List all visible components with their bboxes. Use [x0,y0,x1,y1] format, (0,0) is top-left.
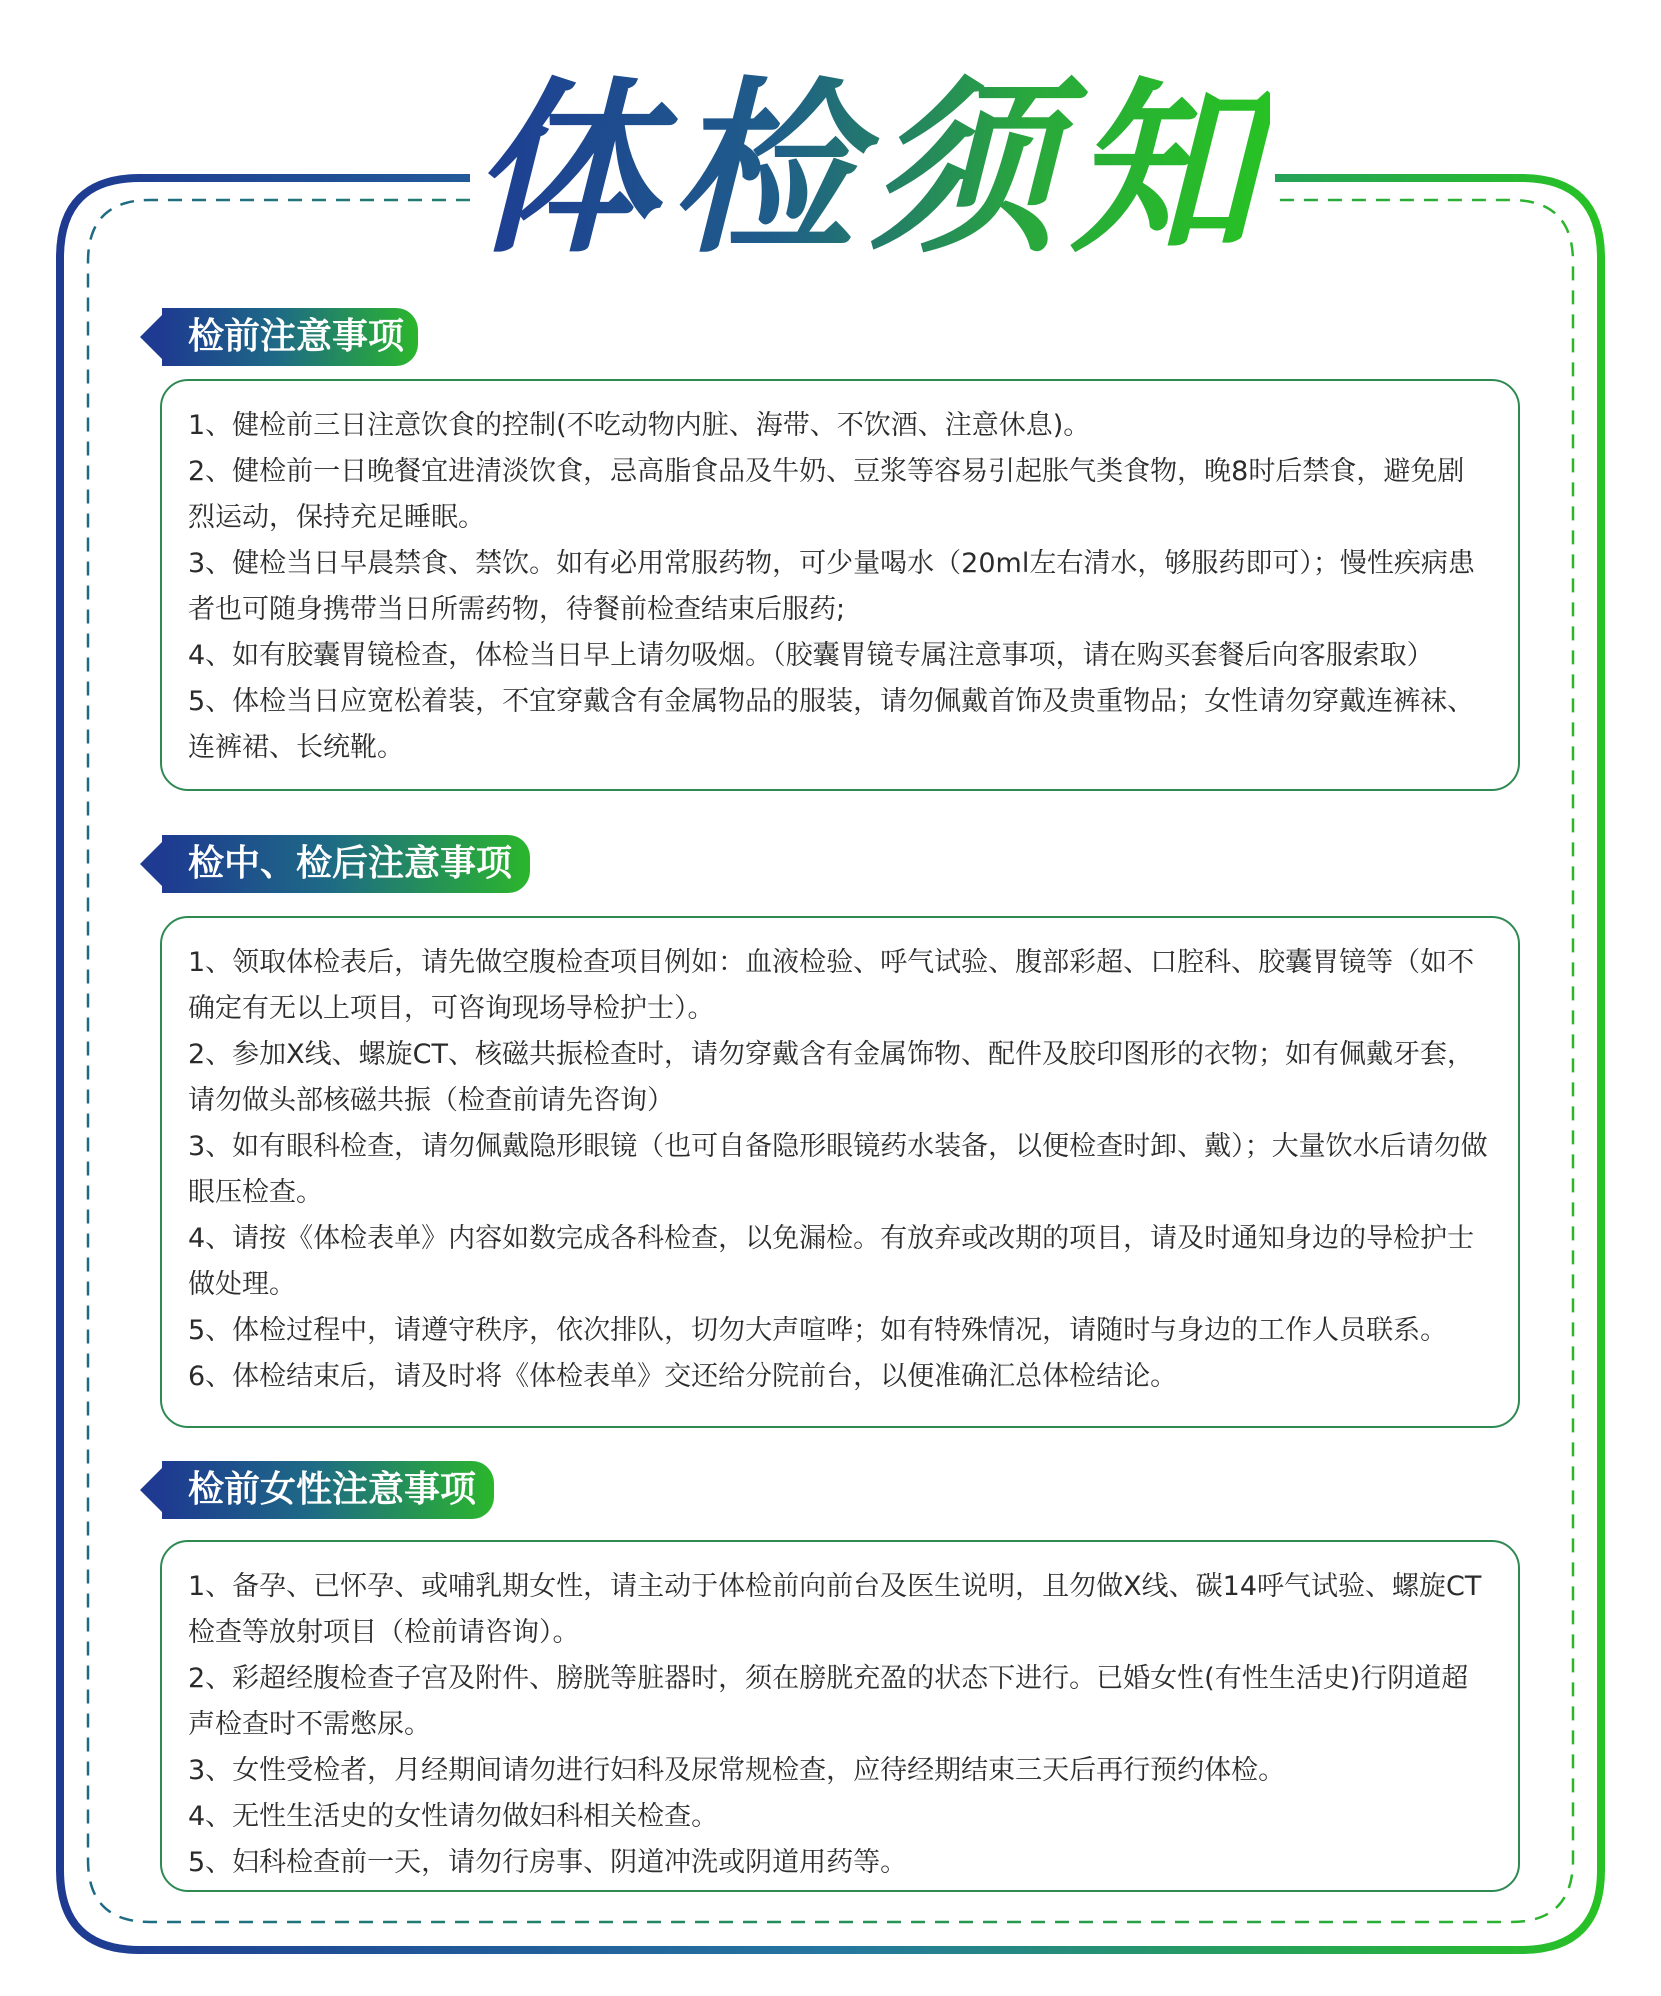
list-item: 4、如有胶囊胃镜检查，体检当日早上请勿吸烟。（胶囊胃镜专属注意事项，请在购买套餐后向客服索取） [188,640,1434,671]
list-item: 2、参加X线、螺旋CT、核磁共振检查时，请勿穿戴含有金属饰物、配件及胶印图形的衣物；如有佩戴牙套，请勿做头部核磁共振（检查前请先咨询） [188,1039,1475,1116]
list-item: 2、健检前一日晚餐宜进清淡饮食，忌高脂食品及牛奶、豆浆等容易引起胀气类食物，晚8时后禁食，避免剧烈运动，保持充足睡眠。 [188,456,1465,533]
section-box-during-after-exam [160,916,1520,1428]
list-item: 2、彩超经腹检查子宫及附件、膀胱等脏器时，须在膀胱充盈的状态下进行。已婚女性(有性生活史)行阴道超声检查时不需憋尿。 [188,1663,1469,1740]
list-item: 4、请按《体检表单》内容如数完成各科检查，以免漏检。有放弃或改期的项目，请及时通知身边的导检护士做处理。 [188,1223,1475,1300]
list-item: 5、体检过程中，请遵守秩序，依次排队，切勿大声喧哗；如有特殊情况，请随时与身边的工作人员联系。 [188,1315,1448,1346]
page-title: 体检须知 [470,61,1271,278]
list-item: 3、如有眼科检查，请勿佩戴隐形眼镜（也可自备隐形眼镜药水装备，以便检查时卸、戴）；大量饮水后请勿做眼压检查。 [188,1131,1488,1208]
list-item: 5、体检当日应宽松着装，不宜穿戴含有金属物品的服装，请勿佩戴首饰及贵重物品；女性请勿穿戴连裤袜、连裤裙、长统靴。 [188,686,1475,763]
list-item: 4、无性生活史的女性请勿做妇科相关检查。 [188,1801,719,1832]
list-item: 3、健检当日早晨禁食、禁饮。如有必用常服药物，可少量喝水（20ml左右清水，够服药即可）；慢性疾病患者也可随身携带当日所需药物，待餐前检查结束后服药; [188,548,1475,625]
list-item: 1、领取体检表后，请先做空腹检查项目例如：血液检验、呼气试验、腹部彩超、口腔科、胶囊胃镜等（如不确定有无以上项目，可咨询现场导检护士）。 [188,947,1475,1024]
section-tag-during-after-exam: 检中、检后注意事项 [162,835,530,893]
section-tag-pre-exam: 检前注意事项 [162,308,418,366]
section-tag-female-pre-exam: 检前女性注意事项 [162,1461,494,1519]
list-item: 1、健检前三日注意饮食的控制(不吃动物内脏、海带、不饮酒、注意休息)。 [188,410,1091,441]
section-box-female-pre-exam [160,1540,1520,1892]
list-item: 3、女性受检者，月经期间请勿进行妇科及尿常规检查，应待经期结束三天后再行预约体检。 [188,1755,1286,1786]
list-item: 6、体检结束后，请及时将《体检表单》交还给分院前台，以便准确汇总体检结论。 [188,1361,1178,1392]
list-item: 5、妇科检查前一天，请勿行房事、阴道冲洗或阴道用药等。 [188,1847,908,1878]
section-box-pre-exam [160,379,1520,791]
list-item: 1、备孕、已怀孕、或哺乳期女性，请主动于体检前向前台及医生说明，且勿做X线、碳14呼气试验、螺旋CT检查等放射项目（检前请咨询）。 [188,1571,1482,1648]
